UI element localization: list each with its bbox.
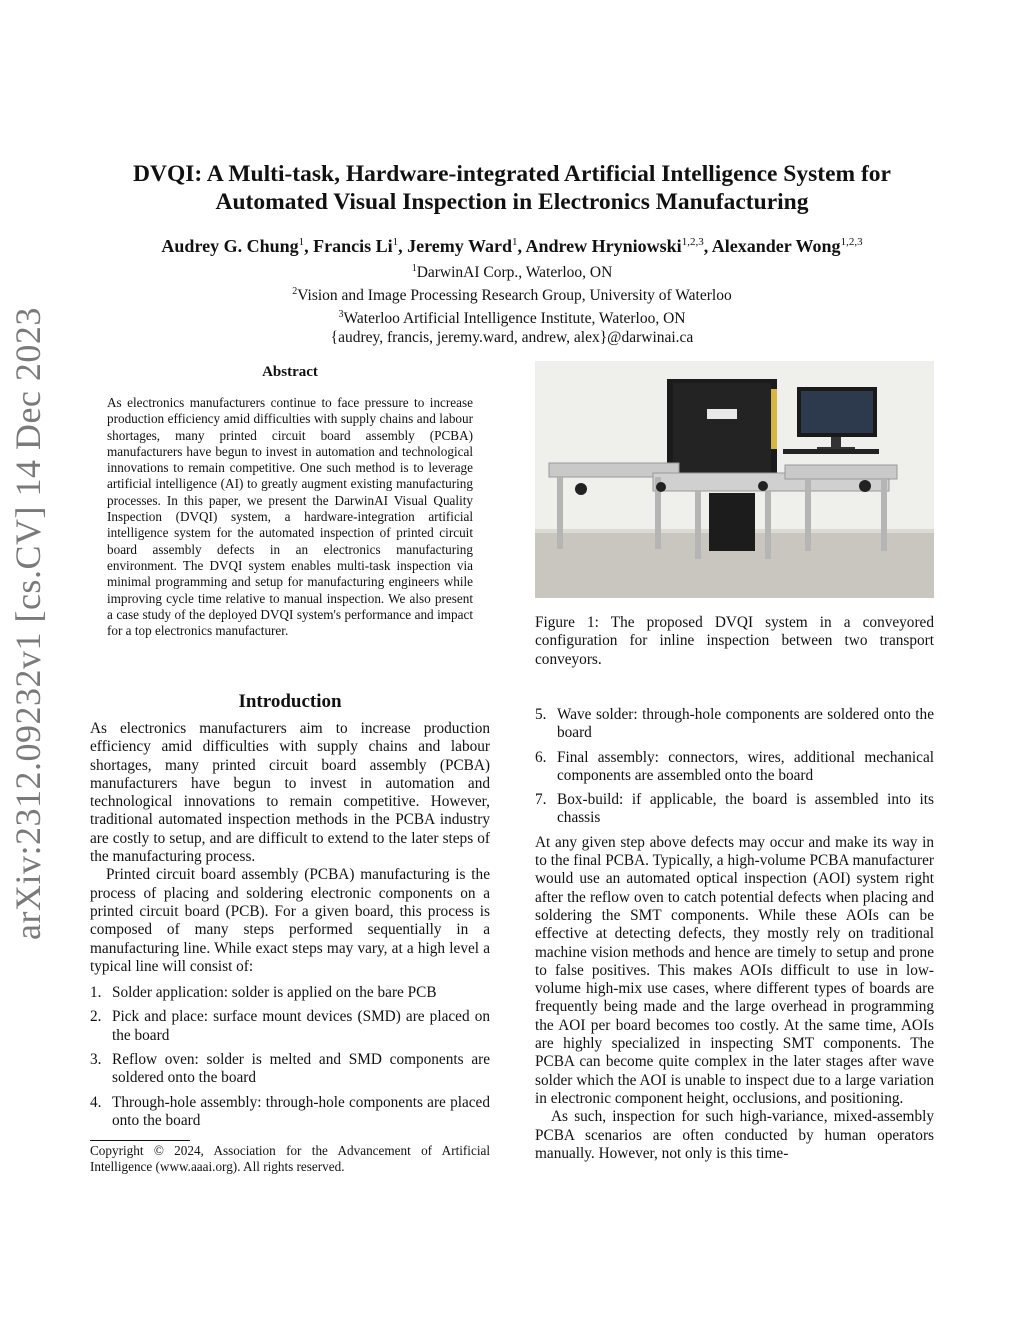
right-column-body bbox=[535, 706, 934, 1163]
body-paragraph: As such, inspection for such high-variance, mixed-assembly PCBA scenarios are often conducted by human operators manually. However, not only is this time- bbox=[535, 1108, 934, 1162]
intro-paragraph-1: As electronics manufacturers aim to increase production efficiency amid difficulties with supply chains and labour shortages, many printed circuit board assembly (PCBA) manufacturers have begun to invest in automation and technological innovations to remain competitive. However, traditional automated inspection methods in the PCBA industry are costly to setup, and are difficult to extend to the later steps of the manufacturing process. bbox=[90, 720, 490, 866]
intro-paragraph-2: Printed circuit board assembly (PCBA) manufacturing is the process of placing and soldering electronic components on a printed circuit board (PCB). For a given board, this process is composed of many steps performed sequentially in a manufacturing line. While exact steps may vary, at a high level a typical line will consist of: bbox=[90, 866, 490, 975]
affiliations bbox=[90, 259, 934, 347]
author: Jeremy Ward$^1$, bbox=[407, 236, 526, 256]
affiliation: $^2$Vision and Image Processing Research Group, University of Waterloo bbox=[292, 286, 732, 305]
abstract-text: As electronics manufacturers continue to face pressure to increase production efficiency amid difficulties with supply chains and labour shortages, many printed circuit board assembly (PCBA) manufacturers have begun to invest in automation and technological innovations to remain competitive. One such method is to leverage artificial intelligence (AI) to greatly augment existing manufacturing processes. In this paper, we present the DarwinAI Visual Quality Inspection (DVQI) system, a hardware-integration artificial intelligence system for the automated inspection of printed circuit board assembly defects in an electronics manufacturing environment. The DVQI system enables multi-task inspection via minimal programming and setup for manufacturing engineers while improving cycle time relative to manual inspection. We also present a case study of the deployed DVQI system's performance and impact for a top electronics manufacturer. bbox=[107, 395, 473, 639]
affiliation: $^1$DarwinAI Corp., Waterloo, ON bbox=[411, 263, 613, 282]
body-paragraph: At any given step above defects may occur and make its way in to the final PCBA. Typically, a high-volume PCBA manufacturer would use an automated optical inspection (AOI) system right after the reflow oven to catch potential defects when placing and soldering the SMT components. While these AOIs can be effective at detecting defects, they mostly rely on traditional machine vision methods and hence are timely to setup and prone to false positives. This makes AOIs difficult to use in low-volume high-mix use cases, where different types of boards are frequently being made and the large overhead in programming the AOI per board becomes too costly. At the same time, AOIs are highly specialized in inspecting SMT components. The PCBA can become quite complex in the later stages after wave solder which the AOI is unable to inspect due to a large variation in electronic component height, occlusions, and positioning. bbox=[535, 833, 934, 1107]
list-item: 7. Box-build: if applicable, the board is assembled into its chassis bbox=[535, 791, 934, 827]
author: Audrey G. Chung$^1$, bbox=[161, 236, 314, 256]
author: Andrew Hryniowski$^{1,2,3}$, bbox=[525, 236, 712, 256]
footnote-divider bbox=[90, 1140, 190, 1141]
introduction-heading: Introduction bbox=[238, 691, 342, 712]
manufacturing-steps-list-continued bbox=[535, 706, 934, 828]
list-item: 5. Wave solder: through-hole components are soldered onto the board bbox=[535, 706, 934, 742]
list-item: 1. Solder application: solder is applied on the bare PCB bbox=[90, 984, 437, 1002]
inspection-system-illustration bbox=[535, 361, 934, 598]
author: Francis Li$^1$, bbox=[313, 236, 408, 256]
title-line-1: DVQI: A Multi-task, Hardware-integrated Artificial Intelligence System for bbox=[133, 161, 891, 187]
figure-1-photo bbox=[535, 361, 934, 598]
author: Alexander Wong$^{1,2,3}$ bbox=[711, 236, 863, 256]
author-emails: {audrey, francis, jeremy.ward, andrew, alex}@darwinai.ca bbox=[330, 329, 694, 347]
list-item: 2. Pick and place: surface mount devices (SMD) are placed on the board bbox=[90, 1008, 490, 1044]
paper-title bbox=[90, 160, 934, 216]
arxiv-identifier: arXiv:2312.09232v1 [cs.CV] 14 Dec 2023 bbox=[8, 307, 48, 940]
copyright-footnote: Copyright © 2024, Association for the Advancement of Artificial Intelligence (www.aaai.org). All rights reserved. bbox=[90, 1143, 490, 1175]
title-line-2: Automated Visual Inspection in Electronics Manufacturing bbox=[215, 189, 809, 215]
affiliation: $^3$Waterloo Artificial Intelligence Institute, Waterloo, ON bbox=[338, 309, 686, 328]
left-column-body bbox=[90, 720, 490, 1136]
author-list bbox=[90, 231, 934, 257]
list-item: 6. Final assembly: connectors, wires, additional mechanical components are assembled onto the board bbox=[535, 748, 934, 784]
manufacturing-steps-list bbox=[90, 984, 490, 1130]
figure-1-caption: Figure 1: The proposed DVQI system in a conveyored configuration for inline inspection between two transport conveyors. bbox=[535, 614, 934, 668]
list-item: 3. Reflow oven: solder is melted and SMD components are soldered onto the board bbox=[90, 1051, 490, 1087]
abstract-heading: Abstract bbox=[262, 364, 318, 380]
list-item: 4. Through-hole assembly: through-hole components are placed onto the board bbox=[90, 1093, 490, 1129]
